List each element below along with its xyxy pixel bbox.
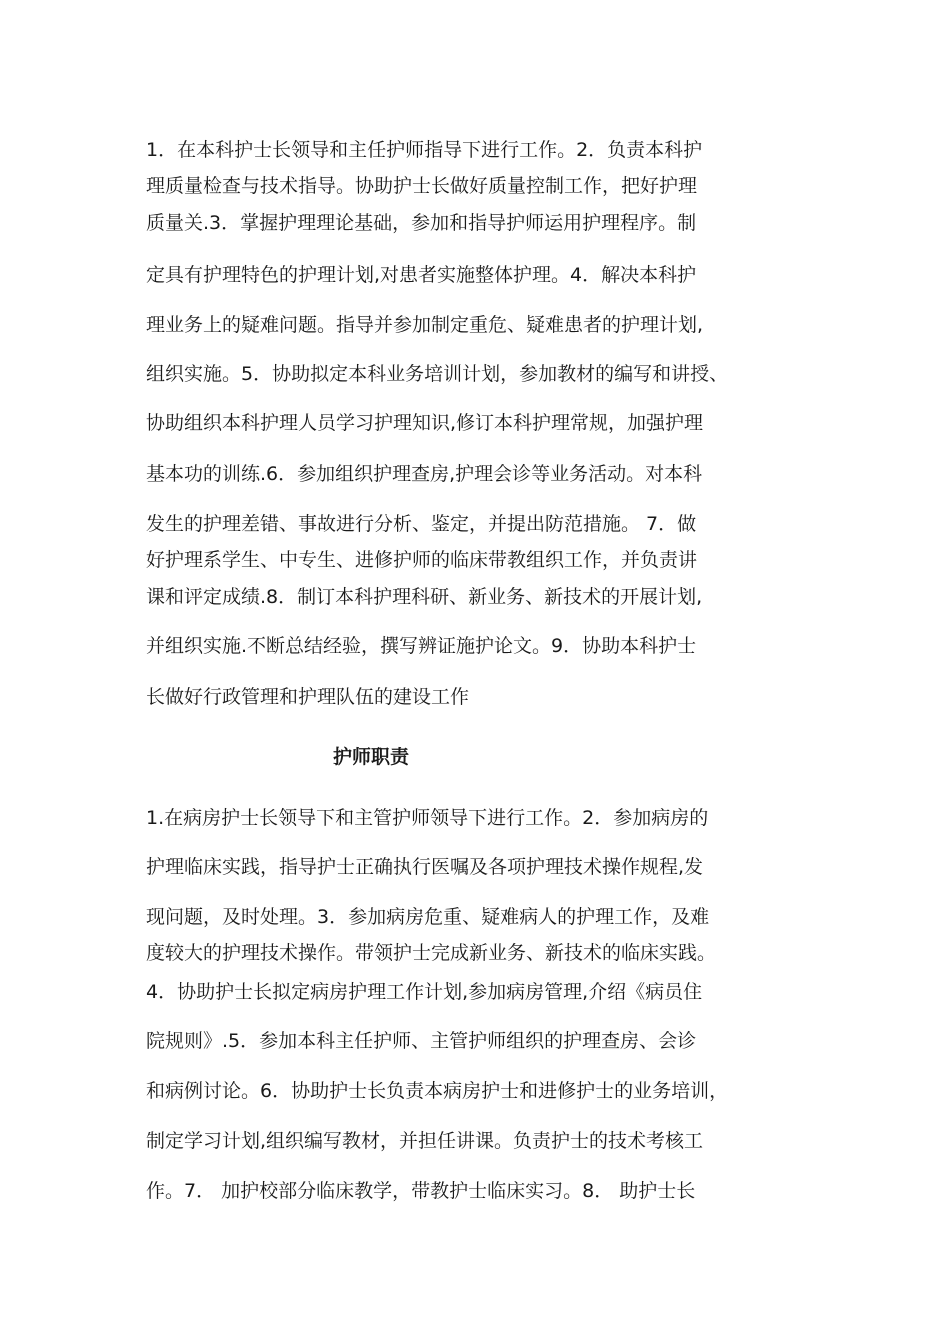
paragraph-line: 发生的护理差错、事故进行分析、鉴定，并提出防范措施。 7．做: [146, 513, 697, 535]
paragraph-line: 1.在病房护士长领导下和主管护师领导下进行工作。2．参加病房的: [146, 807, 709, 829]
paragraph-line: 1．在本科护士长领导和主任护师指导下进行工作。2．负责本科护: [146, 139, 703, 161]
paragraph-line: 基本功的训练.6．参加组织护理查房,护理会诊等业务活动。对本科: [146, 463, 703, 485]
paragraph-line: 组织实施。5．协助拟定本科业务培训计划，参加教材的编写和讲授、: [146, 363, 729, 385]
paragraph-line: 定具有护理特色的护理计划,对患者实施整体护理。4．解决本科护: [146, 264, 697, 286]
paragraph-line: 现问题，及时处理。3．参加病房危重、疑难病人的护理工作，及难: [146, 906, 710, 928]
paragraph-line: 制定学习计划,组织编写教材，并担任讲课。负责护士的技术考核工: [146, 1130, 704, 1152]
paragraph-line: 并组织实施.不断总结经验，撰写辨证施护论文。9．协助本科护士: [146, 635, 697, 657]
paragraph-line: 协助组织本科护理人员学习护理知识,修订本科护理常规，加强护理: [146, 412, 704, 434]
paragraph-line: 长做好行政管理和护理队伍的建设工作: [146, 686, 470, 708]
paragraph-line: 作。7． 加护校部分临床教学，带教护士临床实习。8． 助护士长: [146, 1180, 696, 1202]
paragraph-line: 和病例讨论。6．协助护士长负责本病房护士和进修护士的业务培训，: [146, 1080, 729, 1102]
paragraph-line: 质量关.3．掌握护理理论基础，参加和指导护师运用护理程序。制: [146, 212, 697, 234]
paragraph-line: 4．协助护士长拟定病房护理工作计划,参加病房管理,介绍《病员住: [146, 981, 703, 1003]
paragraph-line: 课和评定成绩.8．制订本科护理科研、新业务、新技术的开展计划,: [146, 586, 703, 608]
section-title: 护师职责: [333, 746, 410, 768]
paragraph-line: 理质量检查与技术指导。协助护士长做好质量控制工作，把好护理: [146, 175, 698, 197]
paragraph-line: 护理临床实践，指导护士正确执行医嘱及各项护理技术操作规程,发: [146, 856, 704, 878]
paragraph-line: 理业务上的疑难问题。指导并参加制定重危、疑难患者的护理计划,: [146, 314, 704, 336]
paragraph-line: 度较大的护理技术操作。带领护士完成新业务、新技术的临床实践。: [146, 942, 717, 964]
paragraph-line: 院规则》.5．参加本科主任护师、主管护师组织的护理查房、会诊: [146, 1030, 697, 1052]
paragraph-line: 好护理系学生、中专生、进修护师的临床带教组织工作，并负责讲: [146, 549, 698, 571]
